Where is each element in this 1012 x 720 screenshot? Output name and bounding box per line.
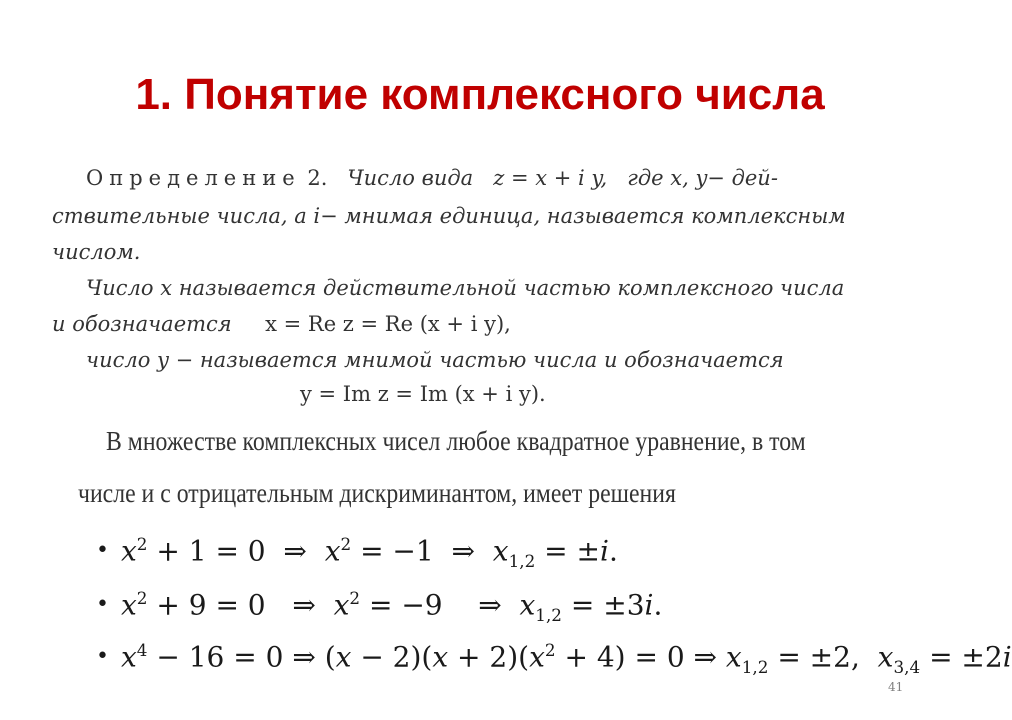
- definition-line-4: Число x называется действительной частью комплексного числа: [86, 276, 845, 300]
- example-equation-1: • $x^2 + 1 = 0$ ⇒ $x^2 = -1$ ⇒ $x_{1,2} = \pm i$.: [96, 534, 618, 571]
- definition-word: Определение: [86, 166, 301, 190]
- definition-formula-1: z = x + i y,: [493, 166, 608, 190]
- definition-text-5: и обозначается: [52, 312, 232, 336]
- definition-line-3: числом.: [52, 240, 141, 264]
- example-equation-2: • $x^2 + 9 = 0$ ⇒ $x^2 = -9$ ⇒ $x_{1,2} = \pm 3i$.: [96, 588, 663, 625]
- bullet-icon: •: [96, 538, 109, 564]
- statement-line-1: В множестве комплексных чисел любое квадратное уравнение, в том: [106, 426, 806, 456]
- bullet-icon: •: [96, 592, 109, 618]
- example-equation-3: • $x^4 - 16 = 0$ ⇒ $(x - 2)(x + 2)(x^2 + 4) = 0$ ⇒ $x_{1,2} = \pm 2$, $x_{3,4} = \pm 2i$: [96, 640, 1012, 677]
- definition-line-7: y = Im z = Im (x + i y).: [300, 382, 546, 406]
- definition-tail-1: где x, y− дей-: [627, 166, 778, 190]
- statement-line-2: числе и с отрицательным дискриминантом, имеет решения: [78, 478, 676, 508]
- definition-text-1: Число вида: [347, 166, 474, 190]
- definition-line-2: ствительные числа, а i− мнимая единица, называется комплексным: [52, 204, 846, 228]
- definition-formula-5: x = Re z = Re (x + i y),: [265, 312, 511, 336]
- definition-line-1: [86, 166, 778, 190]
- bullet-icon: •: [96, 644, 109, 670]
- page-number: 41: [888, 680, 904, 694]
- definition-line-6: число y − называется мнимой частью числа и обозначается: [86, 348, 784, 372]
- definition-line-5: [52, 312, 511, 336]
- definition-number: 2.: [307, 166, 328, 190]
- slide-title: 1. Понятие комплексного числа: [135, 70, 825, 119]
